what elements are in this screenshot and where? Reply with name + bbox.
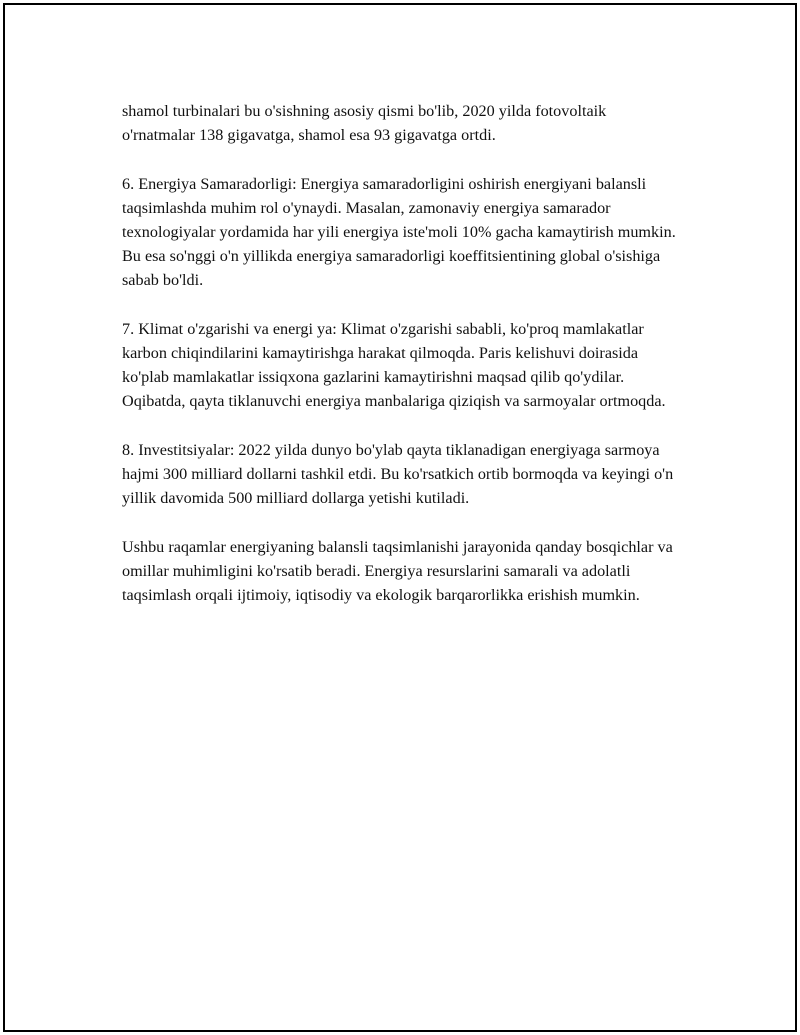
paragraph-climate-change: 7. Klimat o'zgarishi va energi ya: Klimat o'zgarishi sababli, ko'proq mamlakatlar karbon chiqindilarini kamaytirishga harakat qilmoqda. Paris kelishuvi doirasida ko'plab mamlakatlar issiqxona gazlarini kamaytirishni maqsad qilib qo'ydilar. Oqibatda, qayta tiklanuvchi energiya manbalariga qiziqish va sarmoyalar ortmoqda.: [122, 319, 666, 411]
paragraph-energy-efficiency: 6. Energiya Samaradorligi: Energiya samaradorligini oshirish energiyani balansli taqsimlashda muhim rol o'ynaydi. Masalan, zamonaviy energiya samarador texnologiyalar yordamida har yili energiya iste'moli 10% gacha kamaytirish mumkin. Bu esa so'nggi o'n yillikda energiya samaradorligi koeffitsientining global o'sishiga sabab bo'ldi.: [122, 174, 676, 290]
document-page: [3, 3, 797, 1032]
document-body: [122, 99, 682, 631]
paragraph-continuation: shamol turbinalari bu o'sishning asosiy qismi bo'lib, 2020 yilda fotovoltaik o'rnatmalar 138 gigavatga, shamol esa 93 gigavatga ortdi.: [122, 102, 607, 145]
paragraph-investments: 8. Investitsiyalar: 2022 yilda dunyo bo'ylab qayta tiklanadigan energiyaga sarmoya hajmi 300 milliard dollarni tashkil etdi. Bu ko'rsatkich ortib bormoqda va keyingi o'n yillik davomida 500 milliard dollarga yetishi kutiladi.: [122, 440, 674, 508]
paragraph-conclusion: Ushbu raqamlar energiyaning balansli taqsimlanishi jarayonida qanday bosqichlar va omillar muhimligini ko'rsatib beradi. Energiya resurslarini samarali va adolatli taqsimlash orqali ijtimoiy, iqtisodiy va ekologik barqarorlikka erishish mumkin.: [122, 537, 673, 604]
